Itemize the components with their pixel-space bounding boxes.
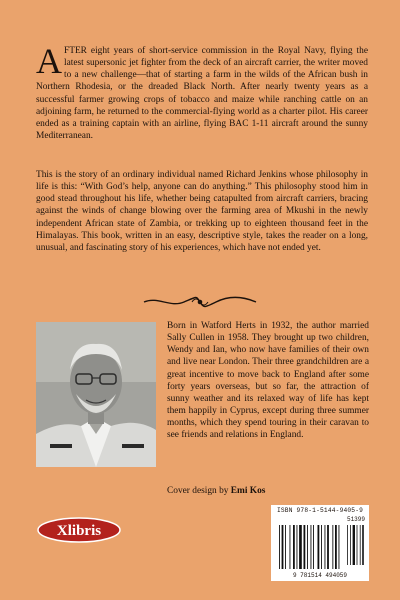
flourish-divider-icon	[140, 294, 260, 310]
intro-paragraph	[36, 41, 368, 142]
barcode-bars-icon	[271, 505, 369, 581]
xlibris-logo	[36, 516, 122, 544]
publisher-logo-text: Xlibris	[56, 523, 102, 539]
barcode	[271, 505, 369, 581]
cover-designer: Emi Kos	[230, 486, 266, 496]
ean-digits: 9 781514 494059	[292, 572, 347, 579]
drop-cap: A	[36, 41, 62, 81]
cover-credit-label: Cover design by	[167, 486, 229, 496]
cover-credit	[167, 485, 369, 497]
price-code: 51399	[346, 516, 365, 523]
isbn-label: ISBN 978-1-5144-9405-9	[276, 507, 364, 514]
author-photo	[36, 322, 156, 467]
story-paragraph: This is the story of an ordinary individual named Richard Jenkins whose philosophy in life is this: “With God’s help, anyone can do anything.” This philosophy stood him in good stead throughout his life, whether being catapulted from aircraft carriers, bracing against the winds of change blowing over the farming area of Mkushi in the newly independent African state of Zambia, or trekking up to eighteen thousand feet in the Himalayas. This book, written in an easy, descriptive style, takes the reader on a long, unusual, and fascinating story of his experiences, which have not ended yet.	[36, 170, 368, 253]
author-bio: Born in Watford Herts in 1932, the author married Sally Cullen in 1958. They brought up two children, Wendy and Ian, who now have families of their own and live near London. Their three grandchildren are a great incentive to move back to England after some forty years overseas, but so far, the attraction of sunny weather and its relaxed way of life has kept them happily in Cyprus, except during three summer months, which they spend touring in their caravan to see friends and relations in England.	[167, 321, 369, 441]
intro-text: FTER eight years of short-service commission in the Royal Navy, flying the latest supersonic jet fighter from the deck of an aircraft carrier, the writer moved to a new challenge—that of starting a farm in the wilds of the African bush in Northern Rhodesia, or the dreaded Black North. After nearly twenty years as a successful farmer growing crops of tobacco and maize while ranching cattle on an adjoining farm, he returned to the commercial-flying world as a charter pilot. His career ended as a training captain with an airline, flying BAC 1-11 aircraft around the sunny Mediterranean.	[36, 46, 368, 142]
